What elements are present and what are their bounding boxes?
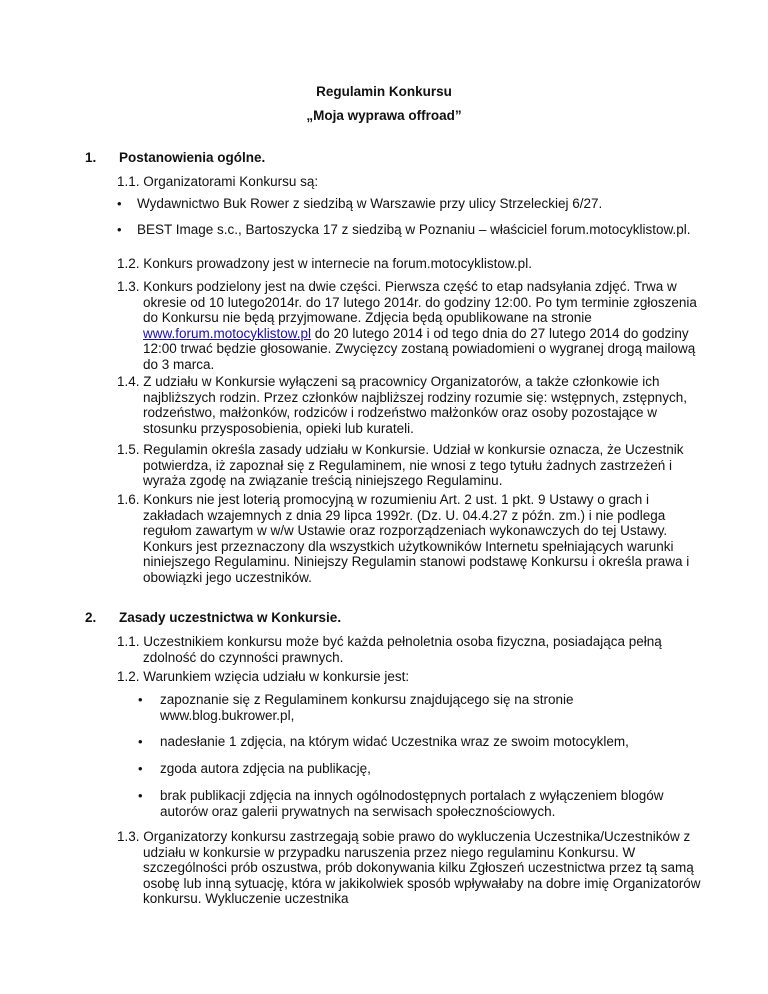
document-title: Regulamin Konkursu — [316, 84, 452, 99]
bullet-item: Wydawnictwo Buk Rower z siedzibą w Warszawie przy ulicy Strzeleckiej 6/27. — [137, 196, 603, 211]
bullet-icon: • — [138, 734, 143, 749]
bullet-icon: • — [138, 761, 143, 776]
paragraph-1-1: 1.1. Organizatorami Konkursu są: — [117, 174, 319, 189]
bullet-icon: • — [138, 692, 143, 707]
bullet-item: zgoda autora zdjęcia na publikację, — [160, 761, 371, 776]
bullet-item: nadesłanie 1 zdjęcia, na którym widać Uczestnika wraz ze swoim motocyklem, — [160, 734, 629, 749]
section-title: Postanowienia ogólne. — [119, 150, 266, 165]
bullet-icon: • — [138, 788, 143, 803]
paragraph-1-4: 1.4. Z udziału w Konkursie wyłączeni są pracownicy Organizatorów, a także członkowie ich najbliższych rodzin. Przez członków najbliższej rodziny rozumie się: wstępnych, zstępnych, rodzeństwo, małżonków, rodziców i rodzeństwo małżonków oraz osoby pozostające w stosunku przysposobienia, opieki lub kurateli. — [117, 374, 687, 436]
section-number: 1. — [85, 150, 97, 165]
bullet-icon: • — [117, 196, 122, 211]
paragraph-1-6: 1.6. Konkurs nie jest loterią promocyjną w rozumieniu Art. 2 ust. 1 pkt. 9 Ustawy o grach i zakładach wzajemnych z dnia 29 lipca 1992r. (Dz. U. 04.4.27 z późn. zm.) i nie podlega regułom zawartym w w/w Ustawie oraz rozporządzeniach wykonawczych do tej Ustawy. Konkurs jest przeznaczony dla wszystkich użytkowników Internetu spełniających warunki niniejszego Regulaminu. Niniejszy Regulamin stanowi podstawę Konkursu i określa prawa i obowiązki jego uczestników. — [117, 492, 690, 585]
bullet-icon: • — [117, 222, 122, 237]
paragraph-1-3 — [117, 279, 703, 372]
paragraph-2-1: 1.1. Uczestnikiem konkursu może być każda pełnoletnia osoba fizyczna, posiadająca pełną zdolność do czynności prawnych. — [117, 634, 662, 665]
section-title: Zasady uczestnictwa w Konkursie. — [119, 610, 342, 625]
paragraph-1-5: 1.5. Regulamin określa zasady udziału w Konkursie. Udział w konkursie oznacza, że Uczestnik potwierdza, iż zapoznał się z Regulaminem, nie wnosi z tego tytułu żadnych zastrzeżeń i wyraża zgodę na związanie treścią niniejszego Regulaminu. — [117, 442, 684, 488]
section-1-heading — [85, 150, 265, 165]
bullet-item: brak publikacji zdjęcia na innych ogólnodostępnych portalach z wyłączeniem blogów autorów oraz galerii prywatnych na serwisach społecznościowych. — [160, 788, 664, 819]
paragraph-text: do 20 lutego 2014 i od tego dnia do 27 lutego 2014 do godziny 12:00 trwać będzie głosowanie. Zwycięzcy zostaną powiadomieni o wygranej drogą mailową do 3 marca. — [143, 325, 696, 372]
paragraph-2-3: 1.3. Organizatorzy konkursu zastrzegają sobie prawo do wykluczenia Uczestnika/Uczestników z udziału w konkursie w przypadku naruszenia przez niego regulaminu Konkursu. W szczególności prób oszustwa, prób dokonywania kilku Zgłoszeń uczestnictwa przez tą samą osobę lub inną sytuację, która w jakikolwiek sposób wpływałaby na dobre imię Organizatorów konkursu. Wykluczenie uczestnika — [117, 829, 701, 906]
paragraph-1-2: 1.2. Konkurs prowadzony jest w internecie na forum.motocyklistow.pl. — [117, 256, 532, 271]
bullet-item: BEST Image s.c., Bartoszycka 17 z siedzibą w Poznaniu – właściciel forum.motocyklistow.pl. — [137, 222, 691, 237]
paragraph-text: 1.3. Konkurs podzielony jest na dwie części. Pierwsza część to etap nadsyłania zdjęć. Trwa w okresie od 10 lutego2014r. do 17 lutego 2014r. do godziny 12:00. Po tym terminie zgłoszenia do Konkursu nie będą przyjmowane. Zdjęcia będą opublikowane na stronie — [117, 279, 697, 325]
document-subtitle: „Moja wyprawa offroad” — [306, 108, 462, 123]
section-number: 2. — [85, 610, 97, 625]
section-2-heading — [85, 610, 341, 625]
bullet-item: zapoznanie się z Regulaminem konkursu znajdującego się na stronie www.blog.bukrower.pl, — [160, 692, 574, 723]
forum-link[interactable]: www.forum.motocyklistow.pl — [143, 325, 312, 341]
paragraph-2-2: 1.2. Warunkiem wzięcia udziału w konkursie jest: — [117, 669, 410, 684]
